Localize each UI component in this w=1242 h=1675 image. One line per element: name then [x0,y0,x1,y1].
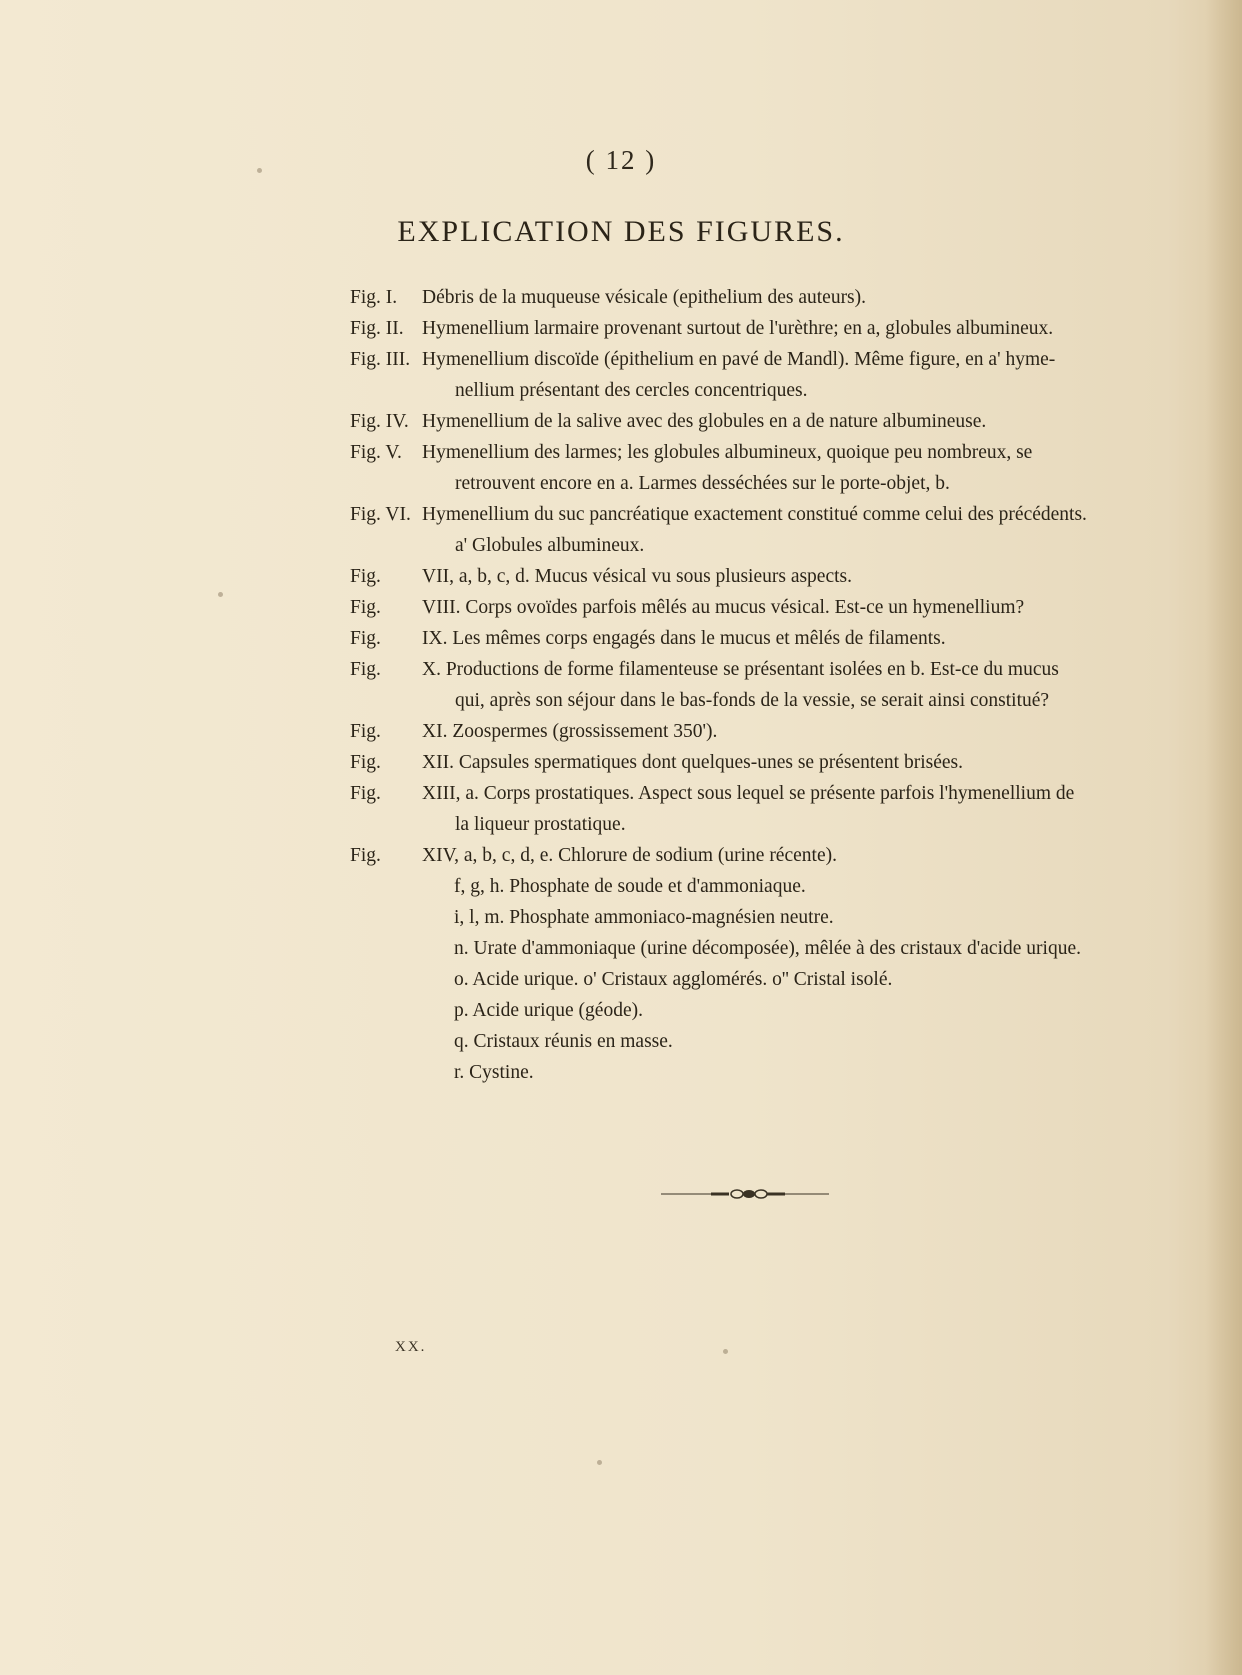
figure-description: Hymenellium larmaire provenant surtout de l'urèthre; en a, globules albumineux. [422,318,1054,339]
figure-label: Fig. [350,566,381,587]
figure-description: XI. Zoospermes (grossissement 350'). [422,721,718,742]
figure-entry [350,313,1150,344]
page-edge-shadow [1206,0,1242,1675]
figure-entry [350,871,1150,902]
figure-description-continuation: la liqueur prostatique. [455,814,626,835]
figure-entry [350,344,1150,406]
paper-speck [218,592,223,597]
figure-description: f, g, h. Phosphate de soude et d'ammoniaque. [454,876,806,897]
figure-entry [350,282,1150,313]
figure-label: Fig. [350,721,381,742]
figure-description: Hymenellium discoïde (épithelium en pavé de Mandl). Même figure, en a' hyme- [422,349,1056,370]
figure-entry [350,1057,1150,1088]
figure-description: X. Productions de forme filamenteuse se présentant isolées en b. Est-ce du mucus [422,659,1059,680]
figure-description-continuation: qui, après son séjour dans le bas-fonds de la vessie, se serait ainsi constitué? [455,690,1050,711]
figure-entry [350,716,1150,747]
figure-entry [350,499,1150,561]
figure-description: Hymenellium des larmes; les globules albumineux, quoique peu nombreux, se [422,442,1033,463]
figure-entry [350,933,1150,964]
decorative-rule-ornament [661,1188,829,1200]
figure-label: Fig. IV. [350,411,409,432]
figure-description: IX. Les mêmes corps engagés dans le mucus et mêlés de filaments. [422,628,946,649]
figure-entry [350,654,1150,716]
figure-description-continuation: a' Globules albumineux. [455,535,645,556]
figure-entry [350,840,1150,871]
figure-description: o. Acide urique. o' Cristaux agglomérés. o'' Cristal isolé. [454,969,893,990]
figure-label: Fig. [350,628,381,649]
signature-mark: XX. [395,1339,427,1355]
figure-description: VII, a, b, c, d. Mucus vésical vu sous plusieurs aspects. [422,566,852,587]
figure-description-continuation: retrouvent encore en a. Larmes desséchées sur le porte-objet, b. [455,473,950,494]
figure-label: Fig. V. [350,442,402,463]
figure-entry [350,561,1150,592]
figure-entry [350,592,1150,623]
page-title: EXPLICATION DES FIGURES. [397,215,845,248]
figure-description: Hymenellium de la salive avec des globules en a de nature albumineuse. [422,411,987,432]
figure-entry [350,406,1150,437]
figure-description: Débris de la muqueuse vésicale (epithelium des auteurs). [422,287,867,308]
figure-description: p. Acide urique (géode). [454,1000,643,1021]
figure-label: Fig. [350,783,381,804]
figure-description: i, l, m. Phosphate ammoniaco-magnésien neutre. [454,907,834,928]
figure-label: Fig. [350,752,381,773]
figure-label: Fig. I. [350,287,398,308]
figure-description: VIII. Corps ovoïdes parfois mêlés au mucus vésical. Est-ce un hymenellium? [422,597,1025,618]
figure-description: q. Cristaux réunis en masse. [454,1031,673,1052]
figure-description: XIII, a. Corps prostatiques. Aspect sous lequel se présente parfois l'hymenellium de [422,783,1075,804]
figure-description: r. Cystine. [454,1062,534,1083]
figure-entry [350,902,1150,933]
figure-entry [350,747,1150,778]
figure-label: Fig. III. [350,349,411,370]
figure-label: Fig. [350,659,381,680]
figure-description: XII. Capsules spermatiques dont quelques-unes se présentent brisées. [422,752,963,773]
figure-description-continuation: nellium présentant des cercles concentriques. [455,380,808,401]
paper-speck [597,1460,602,1465]
figure-entry [350,995,1150,1026]
figure-entry [350,623,1150,654]
figure-description: n. Urate d'ammoniaque (urine décomposée), mêlée à des cristaux d'acide urique. [454,938,1081,959]
figure-label: Fig. VI. [350,504,411,525]
page-number: ( 12 ) [585,145,657,175]
figure-label: Fig. [350,845,381,866]
figure-label: Fig. II. [350,318,404,339]
figure-description: XIV, a, b, c, d, e. Chlorure de sodium (urine récente). [422,845,837,866]
figure-entry [350,1026,1150,1057]
figure-description: Hymenellium du suc pancréatique exactement constitué comme celui des précédents. [422,504,1087,525]
paper-speck [723,1349,728,1354]
figure-explanations-list [350,282,1150,1088]
figure-entry [350,778,1150,840]
figure-label: Fig. [350,597,381,618]
figure-entry [350,964,1150,995]
paper-speck [257,168,262,173]
figure-entry [350,437,1150,499]
